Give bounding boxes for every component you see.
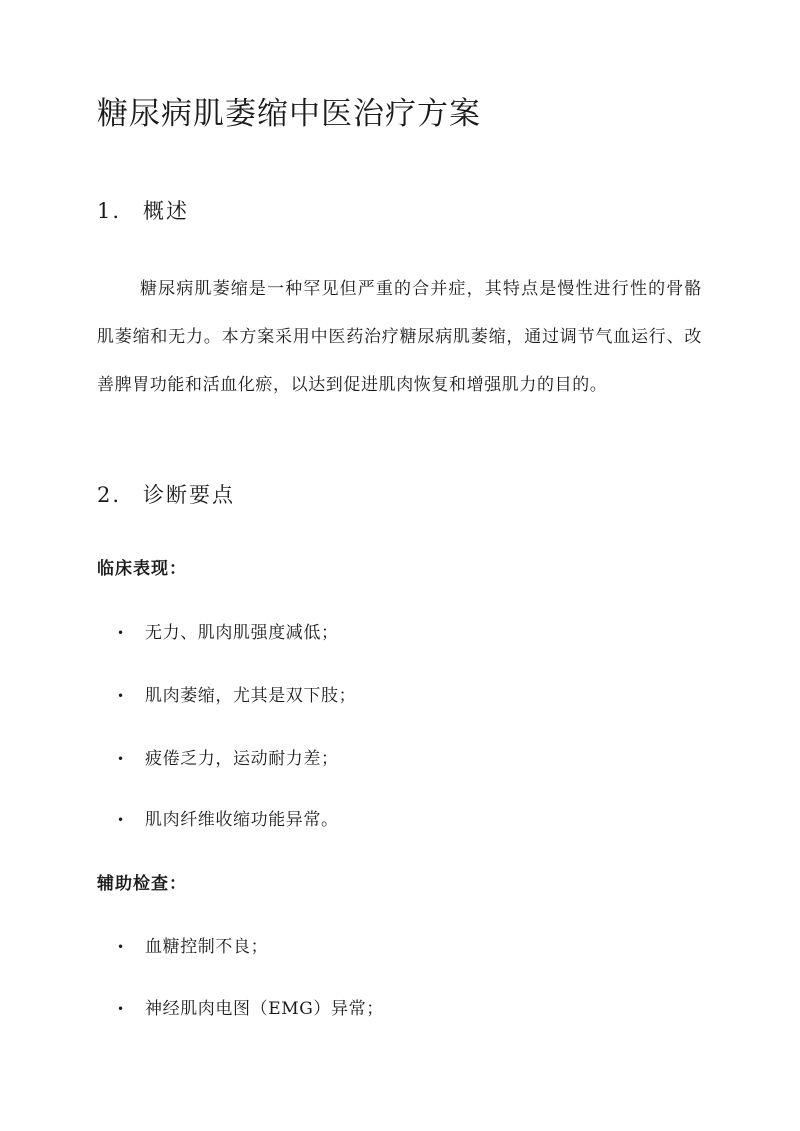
section-heading-diagnosis <box>97 483 235 508</box>
list-item-text: 肌肉纤维收缩功能异常。 <box>145 810 339 830</box>
section-heading-overview <box>97 199 189 224</box>
list-item-text: 血糖控制不良； <box>145 937 269 957</box>
list-item <box>117 623 339 643</box>
bullet-icon: • <box>117 752 125 767</box>
section-title: 诊断要点 <box>143 483 235 507</box>
bullet-icon: • <box>117 1002 125 1017</box>
list-item <box>117 999 384 1019</box>
list-item <box>117 937 268 957</box>
list-item-text: 神经肌肉电图（EMG）异常； <box>145 999 384 1019</box>
bullet-icon: • <box>117 940 125 955</box>
clinical-manifestations-label: 临床表现： <box>97 559 187 579</box>
list-item <box>117 749 339 769</box>
list-item <box>117 686 356 706</box>
list-item-text: 疲倦乏力，运动耐力差； <box>145 749 339 769</box>
auxiliary-exam-label: 辅助检查： <box>97 874 187 894</box>
bullet-icon: • <box>117 689 125 704</box>
document-title: 糖尿病肌萎缩中医治疗方案 <box>97 96 481 132</box>
list-item-text: 无力、肌肉肌强度减低； <box>145 623 339 643</box>
section-number: 2. <box>97 483 122 507</box>
section-title: 概述 <box>143 199 189 223</box>
list-item-text: 肌肉萎缩，尤其是双下肢； <box>145 686 357 706</box>
bullet-icon: • <box>117 813 125 828</box>
section-number: 1. <box>97 199 122 223</box>
bullet-icon: • <box>117 626 125 641</box>
overview-paragraph: 糖尿病肌萎缩是一种罕见但严重的合并症，其特点是慢性进行性的骨骼肌萎缩和无力。本方案采用中医药治疗糖尿病肌萎缩，通过调节气血运行、改善脾胃功能和活血化瘀，以达到促进肌肉恢复和增强肌力的目的。 <box>97 279 702 395</box>
list-item <box>117 810 339 830</box>
